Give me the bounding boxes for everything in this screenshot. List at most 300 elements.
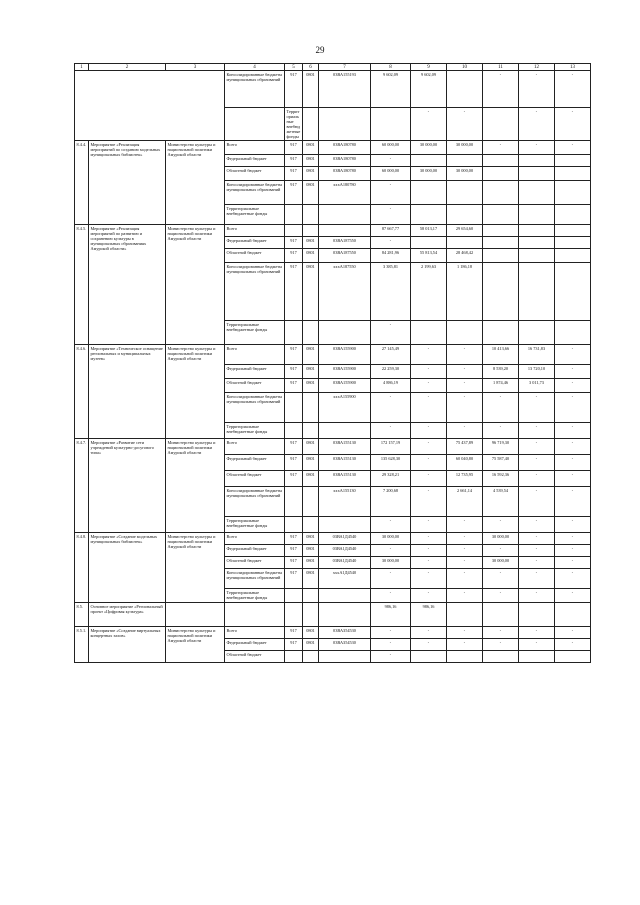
table-cell: - xyxy=(411,589,447,603)
table-cell: 917 xyxy=(285,545,303,557)
table-cell: - xyxy=(519,517,555,533)
table-row xyxy=(75,71,591,108)
table-cell: - xyxy=(519,439,555,455)
table-cell: 8.4.4. xyxy=(75,141,89,225)
table-cell: 03ВА155900 xyxy=(319,365,371,379)
table-cell: Министерство культуры и национальной политики Амурской области xyxy=(166,345,225,439)
table-cell: 03ВА187550 xyxy=(319,237,371,249)
table-cell xyxy=(303,487,319,517)
table-cell xyxy=(555,263,591,321)
table-cell xyxy=(303,393,319,423)
table-cell xyxy=(483,225,519,237)
table-cell: Областной бюджет xyxy=(225,249,285,263)
table-cell: 03ВА354530 xyxy=(319,627,371,639)
table-cell: - xyxy=(411,639,447,651)
table-cell: - xyxy=(411,393,447,423)
table-row xyxy=(75,439,591,455)
table-cell: 0801 xyxy=(303,545,319,557)
table-cell: 917 xyxy=(285,155,303,167)
table-cell: - xyxy=(555,108,591,141)
table-cell xyxy=(319,589,371,603)
table-cell: 30 000,00 xyxy=(371,557,411,569)
table-cell: - xyxy=(555,393,591,423)
table-cell: Федеральный бюджет xyxy=(225,639,285,651)
page-number: 29 xyxy=(315,45,325,55)
table-cell: Министерство культуры и национальной политики Амурской области xyxy=(166,141,225,225)
table-cell: 30 000,00 xyxy=(411,141,447,155)
table-cell: - xyxy=(519,639,555,651)
table-row xyxy=(75,627,591,639)
table-cell: - xyxy=(483,517,519,533)
column-header: 11 xyxy=(483,64,519,71)
table-cell: - xyxy=(555,545,591,557)
table-cell xyxy=(411,237,447,249)
table-cell: 30 000,00 xyxy=(371,533,411,545)
table-cell: 2 199,63 xyxy=(411,263,447,321)
table-cell: 13 720,10 xyxy=(519,365,555,379)
table-cell: 917 xyxy=(285,439,303,455)
table-cell xyxy=(303,589,319,603)
table-cell: - xyxy=(411,379,447,393)
table-cell: 03ВА180780 xyxy=(319,167,371,181)
table-cell: 27 145,49 xyxy=(371,345,411,365)
table-cell xyxy=(483,237,519,249)
table-cell xyxy=(519,205,555,225)
table-cell: 0801 xyxy=(303,263,319,321)
table-cell: 917 xyxy=(285,627,303,639)
table-cell: - xyxy=(411,627,447,639)
table-cell: 172 157,19 xyxy=(371,439,411,455)
table-row xyxy=(75,225,591,237)
table-cell xyxy=(319,517,371,533)
table-cell: 9 602,09 xyxy=(371,71,411,108)
table-cell: Областной бюджет xyxy=(225,379,285,393)
table-cell: 0801 xyxy=(303,439,319,455)
table-cell xyxy=(319,321,371,345)
table-cell: 917 xyxy=(285,569,303,589)
table-cell: 16 731,83 xyxy=(519,345,555,365)
table-cell: 03ВА1Д4540 xyxy=(319,533,371,545)
table-cell: Федеральный бюджет xyxy=(225,237,285,249)
table-cell: 917 xyxy=(285,237,303,249)
table-cell: - xyxy=(371,569,411,589)
table-cell: 03ВА155130 xyxy=(319,471,371,487)
table-cell xyxy=(303,108,319,141)
table-cell: - xyxy=(411,345,447,365)
table-cell: 03ВА155900 xyxy=(319,345,371,365)
table-cell: 03ВА180780 xyxy=(319,155,371,167)
table-cell xyxy=(285,423,303,439)
table-cell: Основное мероприятие «Региональный проект «Цифровая культура» xyxy=(89,603,166,627)
table-cell xyxy=(483,108,519,141)
table-cell: 8.4.6. xyxy=(75,345,89,439)
table-cell xyxy=(447,651,483,663)
table-cell: - xyxy=(371,517,411,533)
table-cell: Всего xyxy=(225,345,285,365)
column-header: 1 xyxy=(75,64,89,71)
table-cell xyxy=(303,225,319,237)
table-cell xyxy=(303,423,319,439)
table-cell: Территориальные внебюджетные фонды xyxy=(225,589,285,603)
table-cell: - xyxy=(371,181,411,205)
table-cell xyxy=(519,181,555,205)
table-cell xyxy=(303,205,319,225)
table-cell: - xyxy=(519,627,555,639)
column-header: 8 xyxy=(371,64,411,71)
table-cell: 03ВА187550 xyxy=(319,249,371,263)
table-cell: Министерство культуры и национальной политики Амурской области xyxy=(166,627,225,663)
table-cell xyxy=(319,108,371,141)
table-cell: 0801 xyxy=(303,627,319,639)
table-cell: - xyxy=(447,557,483,569)
table-cell: - xyxy=(555,517,591,533)
table-cell: 0801 xyxy=(303,249,319,263)
table-cell: - xyxy=(371,393,411,423)
table-cell: Территориальные внебюджетные фонды xyxy=(225,321,285,345)
table-cell: - xyxy=(447,639,483,651)
table-cell: Мероприятие «Реализация мероприятий по созданию модельных муниципальных библиотек» xyxy=(89,141,166,225)
table-cell: Консолидированные бюджеты муниципальных образований xyxy=(225,487,285,517)
table-cell: хххА1Д4540 xyxy=(319,569,371,589)
table-cell: Областной бюджет xyxy=(225,471,285,487)
table-cell: 1 186,18 xyxy=(447,263,483,321)
table-cell: 917 xyxy=(285,263,303,321)
table-cell xyxy=(519,237,555,249)
table-row xyxy=(75,141,591,155)
table-cell: - xyxy=(555,557,591,569)
table-cell: Областной бюджет xyxy=(225,167,285,181)
table-cell: - xyxy=(447,379,483,393)
table-cell: 8.4.8. xyxy=(75,533,89,603)
table-cell: - xyxy=(411,533,447,545)
table-cell: 8 539,20 xyxy=(483,365,519,379)
table-cell: 1 874,46 xyxy=(483,379,519,393)
table-cell: - xyxy=(447,517,483,533)
table-cell: - xyxy=(483,393,519,423)
table-cell xyxy=(285,487,303,517)
table-cell: - xyxy=(519,589,555,603)
table-cell: - xyxy=(555,639,591,651)
table-cell: Всего xyxy=(225,225,285,237)
table-cell: - xyxy=(447,345,483,365)
column-header: 4 xyxy=(225,64,285,71)
table-cell: - xyxy=(411,569,447,589)
table-cell xyxy=(483,155,519,167)
table-cell: - xyxy=(483,569,519,589)
table-cell: 0801 xyxy=(303,639,319,651)
table-cell: - xyxy=(447,393,483,423)
table-cell: 917 xyxy=(285,365,303,379)
table-cell: - xyxy=(411,455,447,471)
table-cell xyxy=(319,423,371,439)
table-cell: 03ВА155130 xyxy=(319,455,371,471)
table-cell: 03ВА1Д4540 xyxy=(319,557,371,569)
table-cell: 60 000,00 xyxy=(371,167,411,181)
table-cell xyxy=(555,249,591,263)
table-cell: 03ВА155130 xyxy=(319,439,371,455)
column-header: 13 xyxy=(555,64,591,71)
table-cell: 0801 xyxy=(303,569,319,589)
table-cell: 917 xyxy=(285,379,303,393)
table-cell: - xyxy=(447,569,483,589)
table-cell: - xyxy=(519,569,555,589)
table-cell xyxy=(411,155,447,167)
table-cell xyxy=(285,517,303,533)
table-cell: - xyxy=(411,439,447,455)
table-cell xyxy=(555,237,591,249)
table-cell xyxy=(447,71,483,108)
table-cell xyxy=(483,167,519,181)
table-cell: - xyxy=(519,141,555,155)
table-cell: 0801 xyxy=(303,345,319,365)
table-cell xyxy=(519,249,555,263)
table-cell: Областной бюджет xyxy=(225,651,285,663)
table-cell xyxy=(447,603,483,627)
table-cell: 917 xyxy=(285,345,303,365)
table-cell: - xyxy=(371,423,411,439)
table-cell: 87 667,77 xyxy=(371,225,411,237)
table-row xyxy=(75,533,591,545)
table-cell: Всего xyxy=(225,627,285,639)
table-cell xyxy=(225,603,285,627)
table-row xyxy=(75,603,591,627)
table-cell xyxy=(555,603,591,627)
table-cell: 917 xyxy=(285,533,303,545)
table-cell: - xyxy=(411,557,447,569)
table-cell: 60 040,80 xyxy=(447,455,483,471)
table-cell: 917 xyxy=(285,455,303,471)
table-cell: - xyxy=(447,545,483,557)
table-cell: 0801 xyxy=(303,237,319,249)
table-cell: Территориальные внебюджетные фонды xyxy=(285,108,303,141)
column-header: 9 xyxy=(411,64,447,71)
table-cell: - xyxy=(371,205,411,225)
table-cell: 135 628,30 xyxy=(371,455,411,471)
table-cell: - xyxy=(411,517,447,533)
table-cell xyxy=(519,603,555,627)
table-cell: Всего xyxy=(225,439,285,455)
table-cell: 986,16 xyxy=(411,603,447,627)
table-cell xyxy=(285,225,303,237)
table-cell xyxy=(555,205,591,225)
table-cell xyxy=(371,108,411,141)
table-cell: - xyxy=(411,471,447,487)
table-cell: - xyxy=(555,533,591,545)
table-cell: 0801 xyxy=(303,455,319,471)
table-cell xyxy=(555,167,591,181)
table-cell xyxy=(411,181,447,205)
table-cell: 60 000,00 xyxy=(371,141,411,155)
table-cell: - xyxy=(555,455,591,471)
table-cell: - xyxy=(483,627,519,639)
table-cell: 2 661,14 xyxy=(447,487,483,517)
table-cell: 75 587,40 xyxy=(483,455,519,471)
table-cell: Всего xyxy=(225,141,285,155)
table-cell xyxy=(319,225,371,237)
table-cell xyxy=(285,393,303,423)
table-cell xyxy=(447,237,483,249)
table-cell: - xyxy=(519,71,555,108)
column-header: 6 xyxy=(303,64,319,71)
table-cell: 55 813,54 xyxy=(411,249,447,263)
table-cell xyxy=(519,155,555,167)
table-cell: 917 xyxy=(285,71,303,108)
table-cell: 03ВА155193 xyxy=(319,71,371,108)
table-cell: хххА155900 xyxy=(319,393,371,423)
table-cell: - xyxy=(371,321,411,345)
table-cell: 12 735,95 xyxy=(447,471,483,487)
table-cell xyxy=(303,517,319,533)
table-cell: 0801 xyxy=(303,181,319,205)
table-cell: 0801 xyxy=(303,365,319,379)
table-cell: 917 xyxy=(285,471,303,487)
table-cell: 7 200,68 xyxy=(371,487,411,517)
table-cell: Территориальные внебюджетные фонды xyxy=(225,423,285,439)
table-cell: - xyxy=(555,589,591,603)
table-cell: - xyxy=(483,71,519,108)
table-cell: Всего xyxy=(225,533,285,545)
table-cell: Министерство культуры и национальной политики Амурской области xyxy=(166,533,225,603)
table-header-row xyxy=(75,64,591,71)
table-cell: 0801 xyxy=(303,141,319,155)
table-cell: 917 xyxy=(285,181,303,205)
table-cell xyxy=(483,321,519,345)
table-cell: - xyxy=(519,471,555,487)
table-cell xyxy=(319,205,371,225)
table-cell: - xyxy=(371,627,411,639)
table-cell: - xyxy=(555,423,591,439)
table-cell: - xyxy=(555,439,591,455)
table-cell: 0801 xyxy=(303,167,319,181)
table-cell: 9 602,09 xyxy=(411,71,447,108)
table-row xyxy=(75,345,591,365)
table-cell: - xyxy=(447,627,483,639)
table-cell: 0801 xyxy=(303,533,319,545)
table-cell: 10 413,66 xyxy=(483,345,519,365)
table-cell xyxy=(319,651,371,663)
table-cell: 84 281,96 xyxy=(371,249,411,263)
table-cell: Министерство культуры и национальной политики Амурской области xyxy=(166,225,225,345)
table-cell: - xyxy=(483,545,519,557)
table-cell: - xyxy=(519,533,555,545)
table-cell: 03ВА180780 xyxy=(319,141,371,155)
table-cell: 30 000,00 xyxy=(447,141,483,155)
table-cell: - xyxy=(483,141,519,155)
table-cell: 8.5. xyxy=(75,603,89,627)
column-header: 3 xyxy=(166,64,225,71)
table-cell: Мероприятие «Реализация мероприятий по развитию и сохранению культуры в муниципальных образованиях Амурской области» xyxy=(89,225,166,345)
table-cell: - xyxy=(519,423,555,439)
table-cell: 0801 xyxy=(303,155,319,167)
table-cell xyxy=(447,205,483,225)
table-cell: - xyxy=(519,108,555,141)
table-cell: Мероприятие «Создание виртуальных концертных залов» xyxy=(89,627,166,663)
table-cell xyxy=(319,603,371,627)
table-cell xyxy=(555,651,591,663)
table-cell xyxy=(519,263,555,321)
table-cell xyxy=(519,321,555,345)
table-cell: Консолидированные бюджеты муниципальных образований xyxy=(225,263,285,321)
table-cell: - xyxy=(555,487,591,517)
table-cell: - xyxy=(371,237,411,249)
table-cell: - xyxy=(411,487,447,517)
table-cell: Консолидированные бюджеты муниципальных образований xyxy=(225,181,285,205)
table-cell: 4 539,54 xyxy=(483,487,519,517)
table-cell: 917 xyxy=(285,167,303,181)
table-cell: - xyxy=(447,365,483,379)
table-cell: - xyxy=(519,455,555,471)
table-cell xyxy=(303,603,319,627)
table-cell xyxy=(285,321,303,345)
continued-cell xyxy=(75,71,225,141)
table-cell: 917 xyxy=(285,639,303,651)
column-header: 7 xyxy=(319,64,371,71)
table-cell: Мероприятие «Создание модельных муниципальных библиотек» xyxy=(89,533,166,603)
table-cell: - xyxy=(411,365,447,379)
table-cell: - xyxy=(555,471,591,487)
table-cell xyxy=(303,651,319,663)
table-cell xyxy=(483,205,519,225)
table-cell xyxy=(303,321,319,345)
table-cell: - xyxy=(555,627,591,639)
table-cell: - xyxy=(555,141,591,155)
table-cell: 0801 xyxy=(303,379,319,393)
table-cell: хххА155130 xyxy=(319,487,371,517)
table-cell: - xyxy=(519,545,555,557)
table-cell xyxy=(483,651,519,663)
table-cell: - xyxy=(519,393,555,423)
table-cell: - xyxy=(371,545,411,557)
table-cell: 917 xyxy=(285,249,303,263)
table-cell: 30 000,00 xyxy=(483,533,519,545)
table-cell xyxy=(285,205,303,225)
table-cell: 4 886,19 xyxy=(371,379,411,393)
table-cell: Федеральный бюджет xyxy=(225,155,285,167)
table-cell: Мероприятие «Развитие сети учреждений культурно-досугового типа» xyxy=(89,439,166,533)
table-cell: 8.4.7. xyxy=(75,439,89,533)
table-cell: 3 385,81 xyxy=(371,263,411,321)
table-cell xyxy=(519,225,555,237)
table-cell: 75 437,89 xyxy=(447,439,483,455)
table-cell: - xyxy=(555,379,591,393)
table-cell: 96 719,30 xyxy=(483,439,519,455)
table-cell: - xyxy=(371,651,411,663)
table-cell xyxy=(411,205,447,225)
table-cell: - xyxy=(371,155,411,167)
table-cell: Территориальные внебюджетные фонды xyxy=(225,205,285,225)
table-cell: - xyxy=(483,423,519,439)
table-cell: Мероприятие «Техническое оснащение региональных и муниципальных музеев» xyxy=(89,345,166,439)
table-cell: 30 000,00 xyxy=(483,557,519,569)
table-cell xyxy=(483,181,519,205)
table-cell: Консолидированные бюджеты муниципальных образований xyxy=(225,71,285,108)
column-header: 12 xyxy=(519,64,555,71)
table-cell: хххА180780 xyxy=(319,181,371,205)
table-cell: Областной бюджет xyxy=(225,557,285,569)
table-cell xyxy=(166,603,225,627)
table-cell xyxy=(285,589,303,603)
table-cell xyxy=(285,651,303,663)
table-cell: - xyxy=(519,487,555,517)
table-cell xyxy=(519,167,555,181)
table-cell: 29 328,21 xyxy=(371,471,411,487)
table-cell: - xyxy=(371,589,411,603)
table-cell: - xyxy=(483,639,519,651)
table-cell: - xyxy=(411,423,447,439)
table-cell: 16 592,36 xyxy=(483,471,519,487)
table-cell: 917 xyxy=(285,557,303,569)
table-cell: - xyxy=(483,589,519,603)
